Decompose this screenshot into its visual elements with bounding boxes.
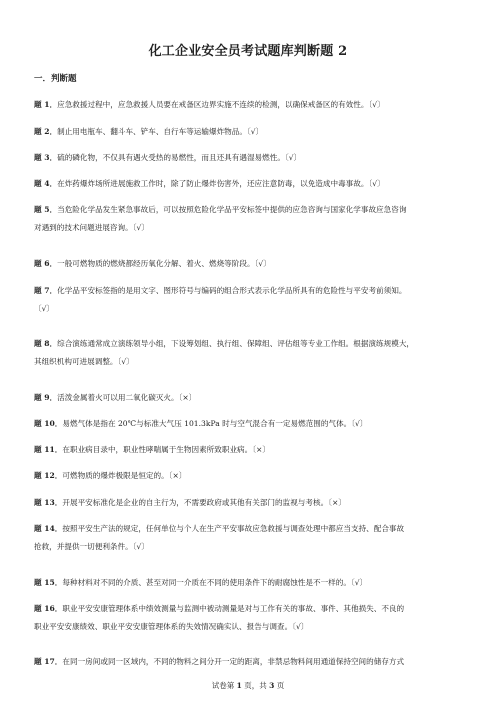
question-13: 题 13．开展平安标准化是企业的自主行为，不需要政府或其他有关部门的监视与考核。〔×〕 — [34, 498, 346, 507]
total-page-number: 3 — [269, 681, 275, 690]
question-16: 题 16．职业平安安康管理体系中绩效测量与监测中被动测量是对与工作有关的事故、事件、其他损失、不良的 职业平安安康绩效、职业平安安康管理体系的失效情况确实认、报告与调查。〔√〕 — [34, 604, 405, 631]
question-11: 题 11．在职业病目录中，职业性哮喘属于生物因素所致职业病。〔×〕 — [34, 445, 270, 454]
question-17: 题 17．在同一房间或同一区域内，不同的物料之间分开一定的距离，非禁忌物料间用通道保持空间的储存方式 — [34, 657, 405, 666]
question-9: 题 9．活泼金属着火可以用二氧化碳灭火。〔×〕 — [34, 393, 197, 402]
question-2: 题 2．制止用电瓶车、翻斗车、铲车、自行车等运输爆炸物品。〔√〕 — [34, 127, 264, 136]
question-15: 题 15．每种材料对不同的介质、甚至对同一介质在不同的使用条件下的耐腐蚀性是不一样的。〔√〕 — [34, 578, 368, 587]
question-7: 题 7．化学品平安标签指的是用文字、图形符号与编码的组合形式表示化学品所具有的危险性与平安考前须知。 〔√〕 — [34, 286, 407, 313]
question-10: 题 10．易燃气体是指在 20℃与标准大气压 101.3kPa 时与空气混合有一定易燃范围的气体。〔√〕 — [34, 419, 368, 428]
current-page-number: 1 — [236, 681, 242, 690]
question-5: 题 5．当危险化学品发生紧急事故后，可以按照危险化学品平安标签中提供的应急咨询与国家化学事故应急咨询 对遇到的技术问题进展咨询。〔√〕 — [34, 205, 407, 232]
question-4: 题 4．在炸药爆炸场所进展施救工作时，除了防止爆炸伤害外，还应注意防毒，以免造成中毒事故。〔√〕 — [34, 179, 385, 188]
page-footer: 试卷第 1 页，共 3 页 — [211, 681, 285, 690]
question-1: 题 1．应急救援过程中，应急救援人员要在戒备区边界实施不连续的检测，以确保戒备区的有效性。〔√〕 — [34, 100, 385, 109]
question-14: 题 14．按照平安生产法的规定，任何单位与个人在生产平安事故应急救援与调查处理中都应当支持、配合事故 抢救，并提供一切便利条件。〔√〕 — [34, 524, 405, 551]
question-12: 题 12．可燃物质的爆炸极限是恒定的。〔×〕 — [34, 471, 187, 480]
question-3: 题 3．硫的磷化物，不仅具有遇火受热的易燃性，而且还具有遇湿易燃性。〔√〕 — [34, 153, 302, 162]
section-heading: 一．判断题 — [34, 74, 77, 84]
question-8: 题 8．综合演练通常成立演练领导小组，下设筹划组、执行组、保障组、评估组等专业工作组。根据演练规模大， 其组织机构可进展调整。〔√〕 — [34, 339, 415, 366]
page-title: 化工企业安全员考试题库判断题 2 — [148, 44, 348, 59]
question-6: 题 6．一般可燃物质的燃烧都经历氧化分解、着火、燃烧等阶段。〔√〕 — [34, 259, 271, 268]
